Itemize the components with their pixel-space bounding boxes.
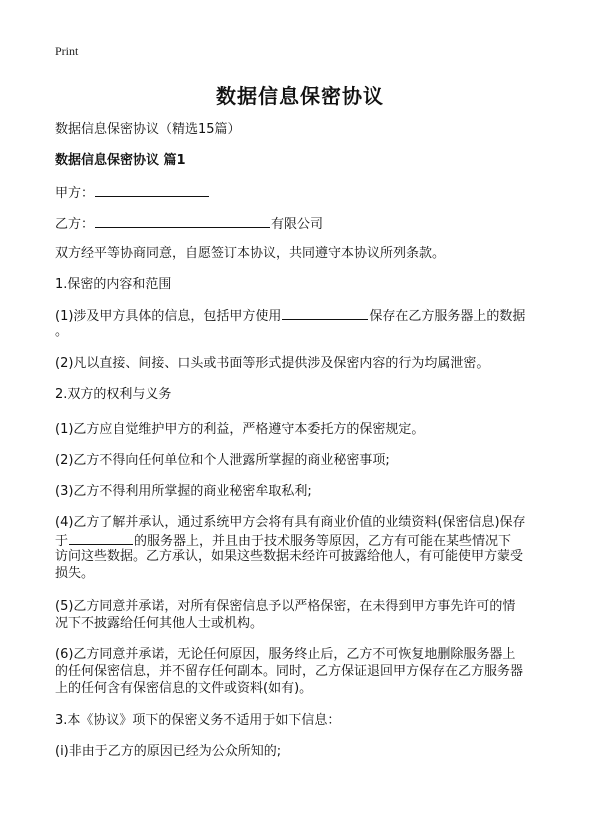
party-b-line — [55, 214, 323, 233]
section-1-paragraph-1 — [55, 306, 525, 325]
s2-p6-line-1: (6)乙方同意并承诺，无论任何原因，服务终止后，乙方不可恢复地删除服务器上 — [55, 647, 516, 662]
s2-p4-text-after: 的服务器上，并且由于技术服务等原因，乙方有可能在某些情况下 — [134, 534, 512, 549]
s2-p6-line-2: 的任何保密信息，并不留存任何副本。同时，乙方保证退回甲方保存在乙方服务器 — [55, 664, 524, 679]
section-1-paragraph-2: (2)凡以直接、间接、口头或书面等形式提供涉及保密内容的行为均属泄密。 — [55, 356, 490, 371]
s2-p5-line-2: 况下不披露给任何其他人士或机构。 — [55, 616, 264, 631]
party-a-label: 甲方： — [55, 186, 95, 201]
party-b-blank — [95, 214, 270, 228]
document-subtitle: 数据信息保密协议（精选15篇） — [55, 122, 241, 137]
party-a-line — [55, 183, 210, 202]
party-b-label: 乙方： — [55, 217, 95, 232]
s2-p4-line-1: (4)乙方了解并承认，通过系统甲方会将有具有商业价值的业绩资料(保密信息)保存 — [55, 515, 526, 530]
s2-p6-line-3: 上的任何含有保密信息的文件或资料(如有)。 — [55, 681, 313, 696]
section-1-heading: 1.保密的内容和范围 — [55, 277, 172, 292]
print-link[interactable]: Print — [55, 44, 79, 58]
s1-p1-text-after: 保存在乙方服务器上的数据 — [369, 309, 526, 324]
s2-p4-text-before: 于 — [55, 534, 69, 549]
section-2-paragraph-3: (3)乙方不得利用所掌握的商业秘密牟取私利; — [55, 484, 312, 499]
s2-p4-line-3: 访问这些数据。乙方承认，如果这些数据未经许可披露给他人，有可能使甲方蒙受 — [55, 549, 524, 564]
data-blank — [282, 306, 368, 320]
s2-p5-line-1: (5)乙方同意并承诺，对所有保密信息予以严格保密，在未得到甲方事先许可的情 — [55, 599, 516, 614]
s2-p4-line-4: 损失。 — [55, 566, 95, 581]
section-3-paragraph-1: (i)非由于乙方的原因已经为公众所知的; — [55, 744, 282, 759]
section-3-heading: 3.本《协议》项下的保密义务不适用于如下信息： — [55, 713, 341, 728]
intro-paragraph: 双方经平等协商同意，自愿签订本协议，共同遵守本协议所列条款。 — [55, 246, 446, 261]
party-a-blank — [95, 183, 209, 197]
section-2-paragraph-2: (2)乙方不得向任何单位和个人泄露所掌握的商业秘密事项; — [55, 453, 390, 468]
s1-p1-text-before: (1)涉及甲方具体的信息，包括甲方使用 — [55, 309, 282, 324]
section-2-heading: 2.双方的权利与义务 — [55, 387, 172, 402]
section-1-paragraph-1-end: 。 — [55, 324, 69, 339]
server-blank — [69, 531, 133, 545]
party-b-suffix: 有限公司 — [271, 217, 324, 232]
page-title: 数据信息保密协议 — [216, 84, 384, 108]
section-heading: 数据信息保密协议 篇1 — [55, 153, 186, 168]
section-2-paragraph-1: (1)乙方应自觉维护甲方的利益，严格遵守本委托方的保密规定。 — [55, 422, 425, 437]
